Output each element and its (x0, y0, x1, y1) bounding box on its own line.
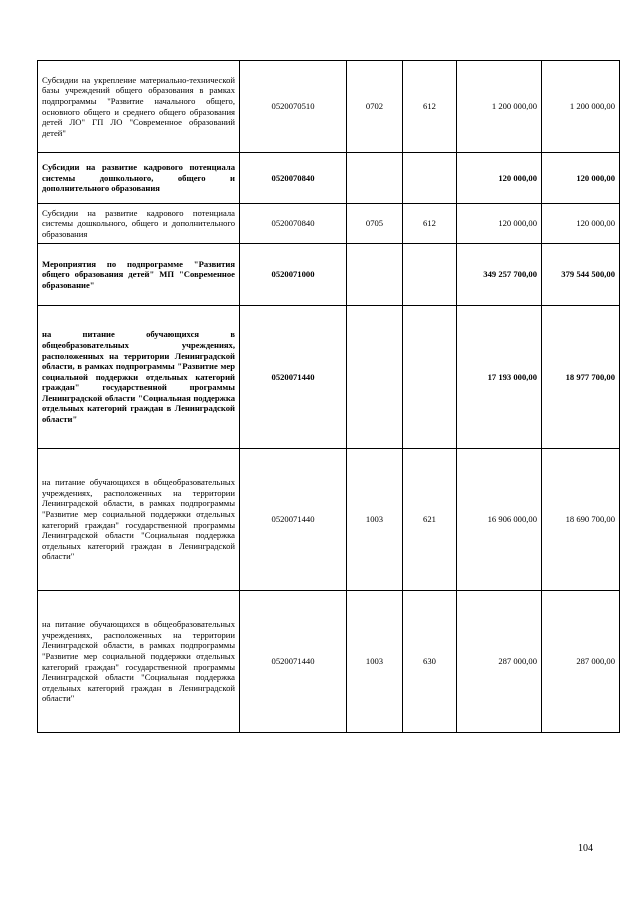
row-section-code (347, 306, 403, 449)
row-amount-2: 287 000,00 (542, 591, 620, 733)
table-row (38, 204, 620, 244)
row-target-code: 0520070510 (240, 61, 347, 153)
table-row (38, 244, 620, 306)
row-section-code (347, 244, 403, 306)
row-amount-2: 379 544 500,00 (542, 244, 620, 306)
row-amount-1: 120 000,00 (457, 204, 542, 244)
row-amount-1: 287 000,00 (457, 591, 542, 733)
row-amount-1: 120 000,00 (457, 153, 542, 204)
row-section-code: 1003 (347, 449, 403, 591)
row-name: Субсидии на развитие кадрового потенциала системы дошкольного, общего и дополнительного образования (38, 204, 240, 244)
row-expense-type: 621 (403, 449, 457, 591)
row-target-code: 0520071000 (240, 244, 347, 306)
table-row (38, 153, 620, 204)
row-name: на питание обучающихся в общеобразовательных учреждениях, расположенных на территории Ленинградской области, в рамках подпрограммы "Развитие мер социальной поддержки отдельных категорий граждан" государственной программы Ленинградской области "Социальная поддержка отдельных категорий граждан в Ленинградской области" (38, 306, 240, 449)
row-expense-type: 612 (403, 61, 457, 153)
budget-table (37, 60, 620, 733)
row-expense-type: 630 (403, 591, 457, 733)
row-amount-2: 120 000,00 (542, 153, 620, 204)
table-row (38, 591, 620, 733)
row-name: на питание обучающихся в общеобразовательных учреждениях, расположенных на территории Ленинградской области, в рамках подпрограммы "Развитие мер социальной поддержки отдельных категорий граждан" государственной программы Ленинградской области "Социальная поддержка отдельных категорий граждан в Ленинградской области" (38, 591, 240, 733)
row-name: на питание обучающихся в общеобразовательных учреждениях, расположенных на территории Ленинградской области, в рамках подпрограммы "Развитие мер социальной поддержки отдельных категорий граждан" государственной программы Ленинградской области "Социальная поддержка отдельных категорий граждан в Ленинградской области" (38, 449, 240, 591)
row-section-code: 1003 (347, 591, 403, 733)
row-amount-1: 1 200 000,00 (457, 61, 542, 153)
row-target-code: 0520070840 (240, 153, 347, 204)
row-amount-2: 18 977 700,00 (542, 306, 620, 449)
table-row (38, 449, 620, 591)
row-section-code (347, 153, 403, 204)
table-row (38, 306, 620, 449)
row-amount-2: 18 690 700,00 (542, 449, 620, 591)
row-amount-1: 16 906 000,00 (457, 449, 542, 591)
row-expense-type: 612 (403, 204, 457, 244)
row-amount-2: 120 000,00 (542, 204, 620, 244)
row-amount-1: 17 193 000,00 (457, 306, 542, 449)
row-target-code: 0520071440 (240, 306, 347, 449)
row-name: Субсидии на развитие кадрового потенциала системы дошкольного, общего и дополнительного образования (38, 153, 240, 204)
row-expense-type (403, 306, 457, 449)
row-target-code: 0520071440 (240, 591, 347, 733)
row-amount-1: 349 257 700,00 (457, 244, 542, 306)
row-amount-2: 1 200 000,00 (542, 61, 620, 153)
row-target-code: 0520071440 (240, 449, 347, 591)
row-expense-type (403, 244, 457, 306)
page-number: 104 (578, 843, 593, 854)
row-name: Мероприятия по подпрограмме "Развития общего образования детей" МП "Современное образование" (38, 244, 240, 306)
row-section-code: 0702 (347, 61, 403, 153)
row-target-code: 0520070840 (240, 204, 347, 244)
row-section-code: 0705 (347, 204, 403, 244)
row-name: Субсидии на укрепление материально-технической базы учреждений общего образования в рамках подпрограммы "Развитие начального общего, основного общего и среднего общего образования детей ЛО" ГП ЛО "Современное образований детей" (38, 61, 240, 153)
row-expense-type (403, 153, 457, 204)
table-row (38, 61, 620, 153)
